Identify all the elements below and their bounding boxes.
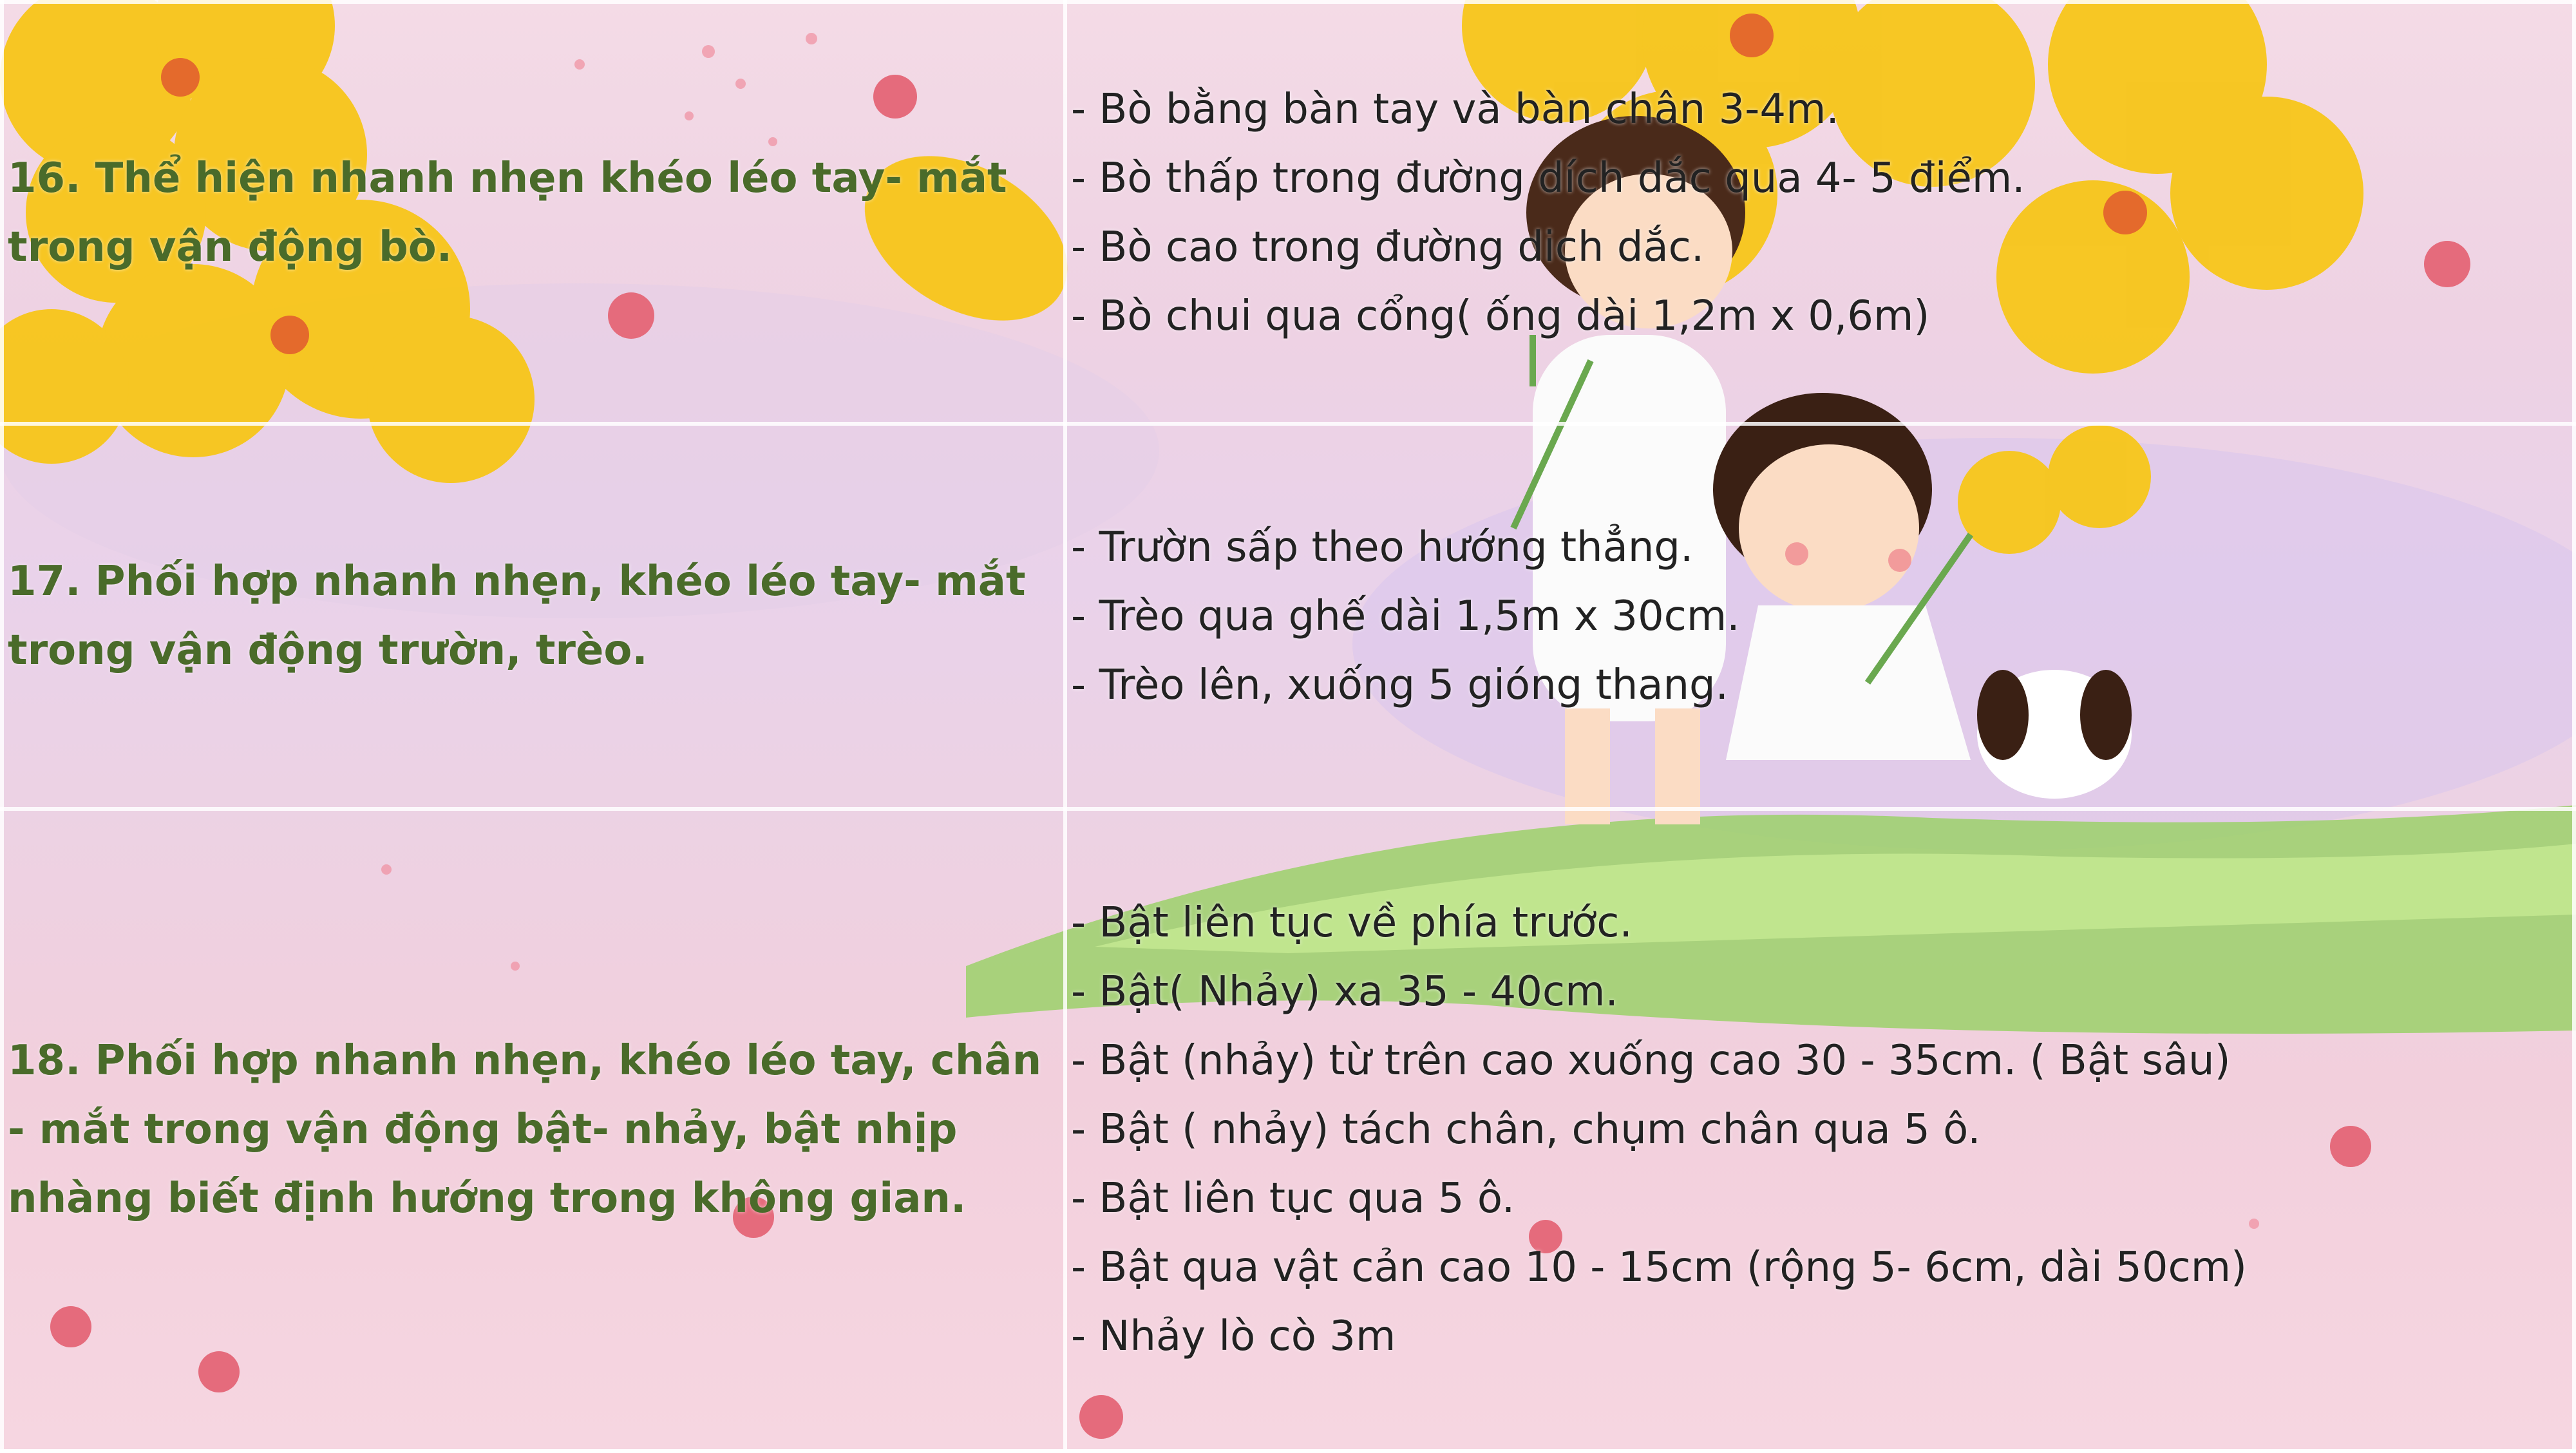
skill-text: 18. Phối hợp nhanh nhẹn, khéo léo tay, chân - mắt trong vận động bật- nhảy, bật nhịp nhàng biết định hướng trong không gian. <box>8 1037 1042 1222</box>
activity-item: - Bật liên tục qua 5 ô. <box>1071 1175 1515 1222</box>
activity-item: - Bật liên tục về phía trước. <box>1071 899 1633 947</box>
table-row <box>2 424 2574 809</box>
activity-item: - Trèo qua ghế dài 1,5m x 30cm. <box>1071 592 1740 640</box>
skill-cell <box>2 2 1065 424</box>
activity-list <box>1067 75 2572 351</box>
activities-cell <box>1065 2 2574 424</box>
activity-item: - Bò bằng bàn tay và bàn chân 3-4m. <box>1071 85 1839 133</box>
activity-item: - Trèo lên, xuống 5 gióng thang. <box>1071 661 1728 709</box>
activity-item: - Bò thấp trong đường dích dắc qua 4- 5 điểm. <box>1071 154 2025 202</box>
activity-item: - Bò chui qua cổng( ống dài 1,2m x 0,6m) <box>1071 292 1930 340</box>
skill-cell <box>2 809 1065 1451</box>
activity-item: - Nhảy lò cò 3m <box>1071 1313 1396 1360</box>
activity-list <box>1067 889 2572 1371</box>
activity-item: - Bật ( nhảy) tách chân, chụm chân qua 5 ô. <box>1071 1106 1981 1154</box>
activities-cell <box>1065 809 2574 1451</box>
activity-list <box>1067 513 2572 720</box>
skill-cell <box>2 424 1065 809</box>
activity-item: - Bò cao trong đường dich dắc. <box>1071 223 1705 271</box>
table-row <box>2 2 2574 424</box>
activity-item: - Bật qua vật cản cao 10 - 15cm (rộng 5- 6cm, dài 50cm) <box>1071 1244 2247 1291</box>
skill-text: 17. Phối hợp nhanh nhẹn, khéo léo tay- mắt trong vận động trườn, trèo. <box>8 558 1026 674</box>
activities-cell <box>1065 424 2574 809</box>
activity-item: - Bật (nhảy) từ trên cao xuống cao 30 - 35cm. ( Bật sâu) <box>1071 1037 2231 1085</box>
activity-item: - Trườn sấp theo hướng thẳng. <box>1071 523 1694 571</box>
activity-item: - Bật( Nhảy) xa 35 - 40cm. <box>1071 968 1618 1016</box>
skill-text: 16. Thể hiện nhanh nhẹn khéo léo tay- mắt trong vận động bò. <box>8 154 1007 271</box>
table-row <box>2 809 2574 1451</box>
